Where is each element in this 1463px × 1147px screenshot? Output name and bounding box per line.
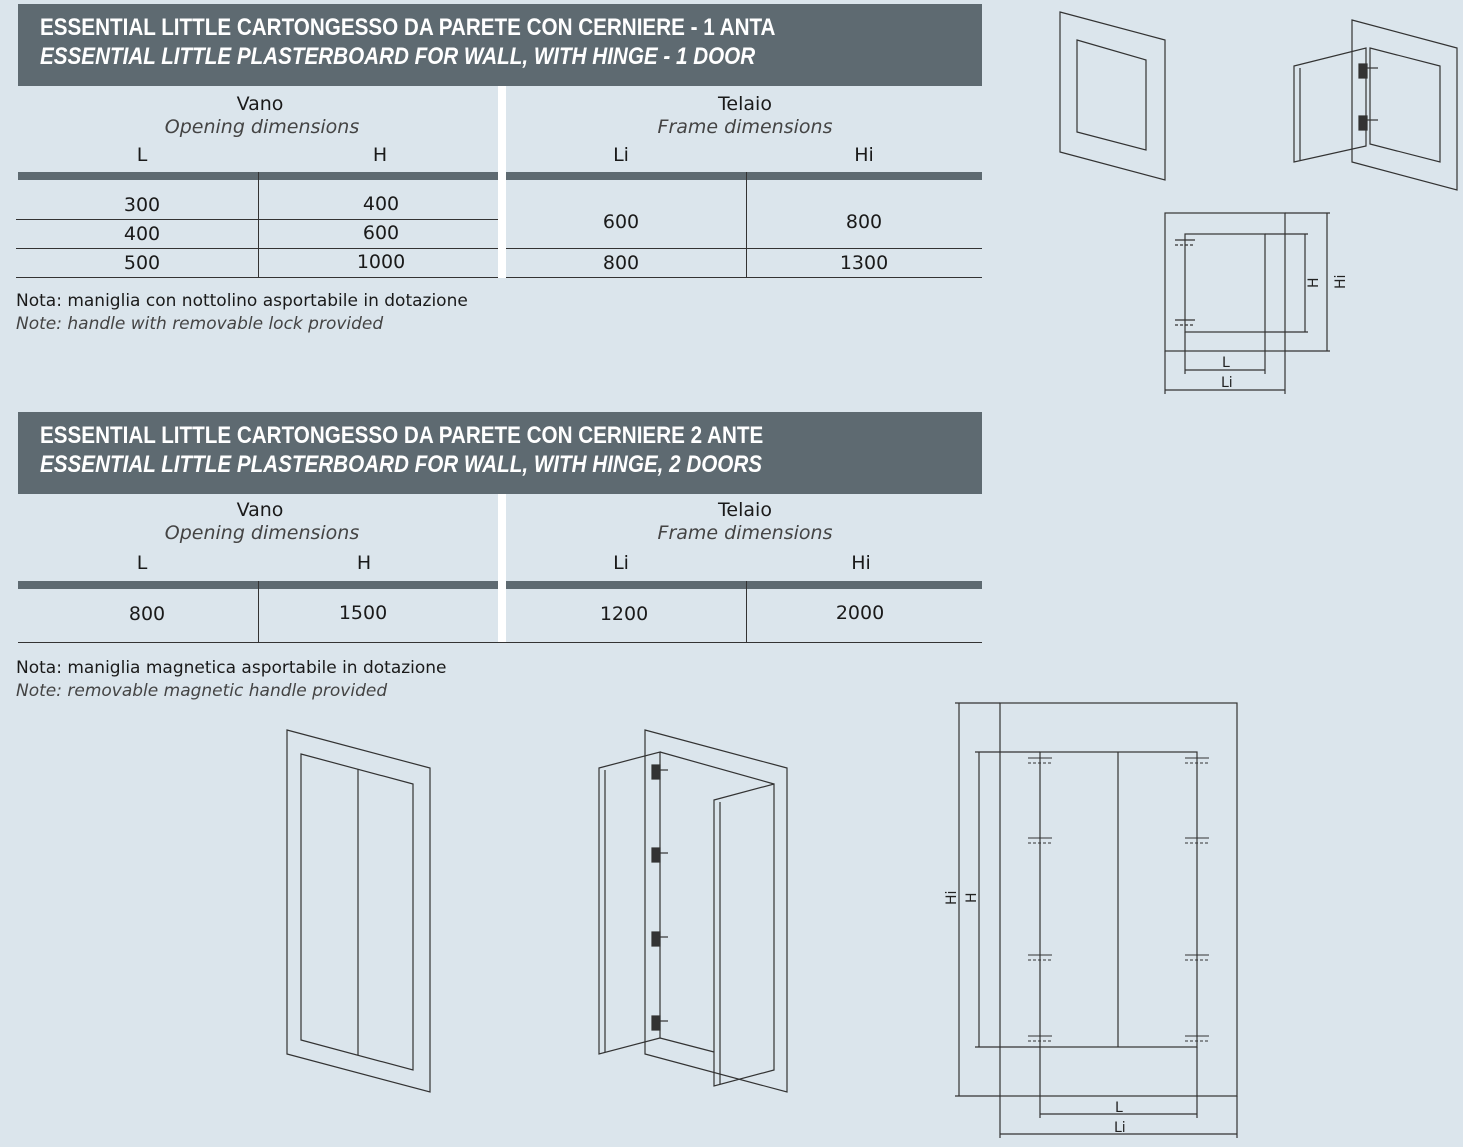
s2-r1-h: 1500 (338, 602, 388, 624)
s1-r1-l: 300 (123, 194, 161, 216)
single-door-closed-drawing (1060, 12, 1165, 180)
s1-r3-l: 500 (123, 252, 161, 274)
s1-note-en: Note: handle with removable lock provided (16, 314, 384, 334)
s1-col-li: Li (613, 144, 629, 166)
s2-opening-it: Vano (236, 499, 284, 521)
single-door-open-drawing (1294, 20, 1457, 190)
section2-title-it: ESSENTIAL LITTLE CARTONGESSO DA PARETE CON CERNIERE 2 ANTE (40, 422, 764, 449)
d2-label-hi: Hi (944, 890, 960, 905)
double-door-closed-drawing (287, 730, 430, 1092)
s2-frame-it: Telaio (718, 499, 772, 521)
s1-r1-h: 400 (362, 193, 400, 215)
s2-frame-en: Frame dimensions (657, 522, 833, 544)
s1-f1-li: 600 (602, 211, 640, 233)
s1-opening-it: Vano (236, 93, 284, 115)
s1-f2-hi: 1300 (839, 252, 889, 274)
section2-title-en: ESSENTIAL LITTLE PLASTERBOARD FOR WALL, WITH HINGE, 2 DOORS (40, 451, 763, 478)
single-door-dimension-drawing (1165, 213, 1330, 394)
s1-note-it: Nota: maniglia con nottolino asportabile in dotazione (16, 291, 468, 311)
s1-frame-en: Frame dimensions (657, 116, 833, 138)
d2-label-li: Li (1114, 1120, 1126, 1136)
d1-label-li: Li (1221, 375, 1233, 391)
s2-opening-en: Opening dimensions (164, 522, 360, 544)
s2-col-h: H (356, 552, 372, 574)
double-door-open-drawing (599, 730, 787, 1092)
s1-r3-h: 1000 (356, 251, 406, 273)
d1-label-hi: Hi (1333, 274, 1349, 289)
s1-opening-en: Opening dimensions (164, 116, 360, 138)
d2-label-h: H (964, 892, 980, 903)
s1-col-l: L (136, 144, 148, 166)
s1-col-hi: Hi (854, 144, 874, 166)
d1-label-h: H (1306, 277, 1322, 288)
d1-label-l: L (1222, 355, 1230, 371)
s2-r1-l: 800 (128, 603, 166, 625)
s2-col-li: Li (613, 552, 629, 574)
s1-f1-hi: 800 (845, 211, 883, 233)
s2-note-it: Nota: maniglia magnetica asportabile in dotazione (16, 658, 447, 678)
double-door-dimension-drawing (955, 703, 1237, 1138)
section1-title-en: ESSENTIAL LITTLE PLASTERBOARD FOR WALL, WITH HINGE - 1 DOOR (40, 43, 756, 70)
s2-r1-hi: 2000 (835, 602, 885, 624)
s1-col-h: H (372, 144, 388, 166)
section1-title-it: ESSENTIAL LITTLE CARTONGESSO DA PARETE CON CERNIERE - 1 ANTA (40, 14, 776, 41)
s1-r2-h: 600 (362, 222, 400, 244)
s1-frame-it: Telaio (718, 93, 772, 115)
s2-note-en: Note: removable magnetic handle provided (16, 681, 388, 701)
s2-col-hi: Hi (851, 552, 871, 574)
s2-col-l: L (136, 552, 148, 574)
s2-r1-li: 1200 (599, 603, 649, 625)
d2-label-l: L (1115, 1100, 1123, 1116)
s1-r2-l: 400 (123, 223, 161, 245)
s1-f2-li: 800 (602, 252, 640, 274)
